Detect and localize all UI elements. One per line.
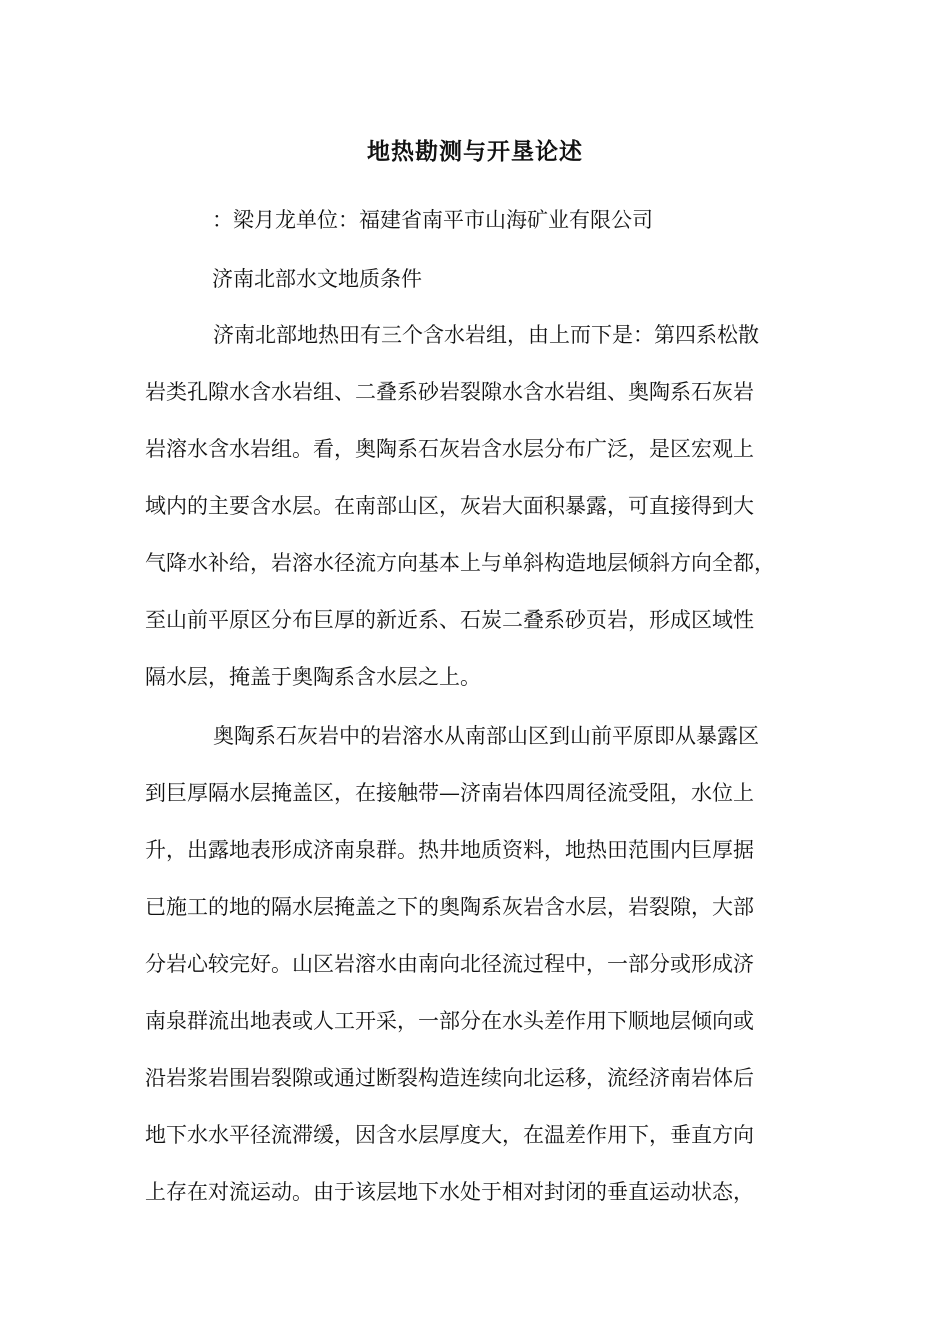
paragraph-line: 奥陶系石灰岩中的岩溶水从南部山区到山前平原即从暴露区 bbox=[213, 724, 759, 748]
paragraph-line: 岩类孔隙水含水岩组、二叠系砂岩裂隙水含水岩组、奥陶系石灰岩 bbox=[145, 380, 754, 404]
paragraph-line: 域内的主要含水层。在南部山区，灰岩大面积暴露，可直接得到大 bbox=[145, 494, 754, 518]
paragraph-line: 隔水层，掩盖于奥陶系含水层之上。 bbox=[145, 665, 481, 689]
paragraph-line: 济南北部地热田有三个含水岩组，由上而下是：第四系松散 bbox=[213, 323, 759, 347]
paragraph-line: 到巨厚隔水层掩盖区，在接触带—济南岩体四周径流受阻，水位上 bbox=[145, 781, 754, 805]
paragraph-line: 已施工的地的隔水层掩盖之下的奥陶系灰岩含水层，岩裂隙，大部 bbox=[145, 895, 754, 919]
paragraph-line: 南泉群流出地表或人工开采，一部分在水头差作用下顺地层倾向或 bbox=[145, 1009, 754, 1033]
paragraph-line: 地下水水平径流滞缓，因含水层厚度大，在温差作用下，垂直方向 bbox=[145, 1123, 754, 1147]
author-affiliation-line: ：梁月龙单位：福建省南平市山海矿业有限公司 bbox=[212, 208, 653, 232]
body-paragraph-1 bbox=[145, 307, 825, 706]
section-heading: 济南北部水文地质条件 bbox=[212, 267, 422, 291]
paragraph-line: 至山前平原区分布巨厚的新近系、石炭二叠系砂页岩，形成区域性 bbox=[145, 608, 754, 632]
body-paragraph-2 bbox=[145, 708, 825, 1221]
paragraph-line: 岩溶水含水岩组。看，奥陶系石灰岩含水层分布广泛，是区宏观上 bbox=[145, 437, 754, 461]
paragraph-line: 分岩心较完好。山区岩溶水由南向北径流过程中，一部分或形成济 bbox=[145, 952, 754, 976]
paragraph-line: 气降水补给，岩溶水径流方向基本上与单斜构造地层倾斜方向全都， bbox=[145, 551, 775, 575]
paragraph-line: 升，出露地表形成济南泉群。热井地质资料，地热田范围内巨厚据 bbox=[145, 838, 754, 862]
document-title: 地热勘测与开垦论述 bbox=[367, 138, 583, 165]
paragraph-line: 沿岩浆岩围岩裂隙或通过断裂构造连续向北运移，流经济南岩体后 bbox=[145, 1066, 754, 1090]
paragraph-line: 上存在对流运动。由于该层地下水处于相对封闭的垂直运动状态， bbox=[145, 1180, 754, 1204]
